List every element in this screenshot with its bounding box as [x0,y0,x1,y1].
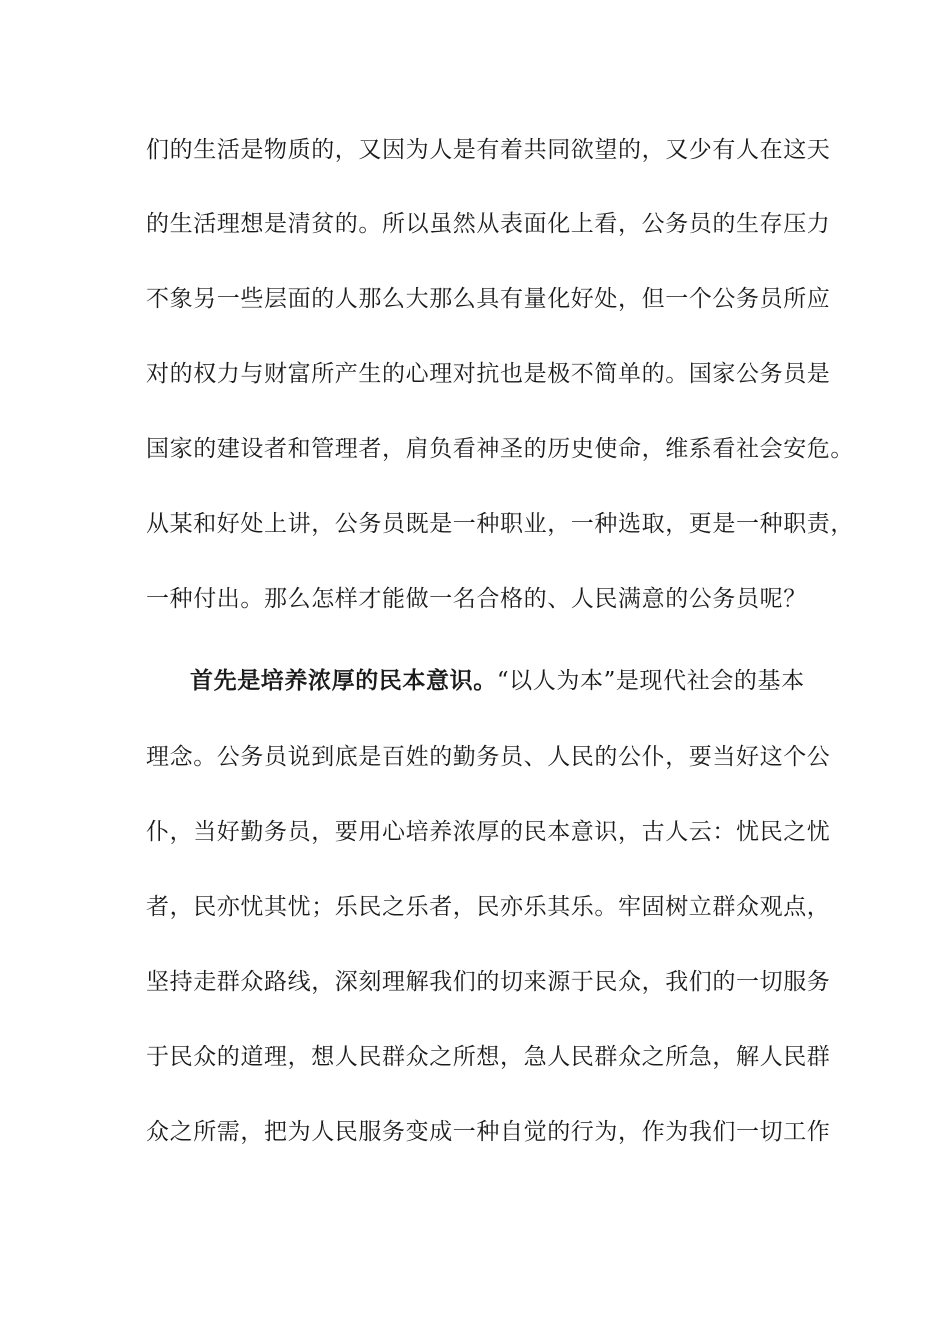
text-line: 一种付出。那么怎样才能做一名合格的、人民满意的公务员呢？ [146,586,807,612]
text-line: 坚持走群众路线，深刻理解我们的切来源于民众，我们的一切服务 [146,969,831,995]
text-line: 国家的建设者和管理者，肩负看神圣的历史使命，维系看社会安危。 [146,436,854,462]
paragraph-heading: 首先是培养浓厚的民本意识。 [190,667,497,694]
text-line: 们的生活是物质的，又因为人是有着共同欲望的，又少有人在这天 [146,137,831,163]
text-line: 对的权力与财富所产生的心理对抗也是极不简单的。国家公务员是 [146,361,831,387]
text-line: 从某和好处上讲，公务员既是一种职业，一种选取，更是一种职责， [146,511,854,537]
text-line: 仆，当好勤务员，要用心培养浓厚的民本意识，古人云：忧民之忧 [146,819,831,845]
text-line: 理念。公务员说到底是百姓的勤务员、人民的公仆，要当好这个公 [146,744,831,770]
text-line: 众之所需，把为人民服务变成一种自觉的行为，作为我们一切工作 [146,1119,831,1145]
text-line: 者，民亦忧其忧；乐民之乐者，民亦乐其乐。牢固树立群众观点， [146,894,831,920]
text-line: 的生活理想是清贫的。所以虽然从表面化上看，公务员的生存压力 [146,211,831,237]
paragraph-first-line-text: “以人为本”是现代社会的基本 [496,668,805,694]
text-line: 不象另一些层面的人那么大那么具有量化好处，但一个公务员所应 [146,286,831,312]
text-line: 于民众的道理，想人民群众之所想，急人民群众之所急，解人民群 [146,1044,831,1070]
paragraph-first-line [190,666,805,696]
